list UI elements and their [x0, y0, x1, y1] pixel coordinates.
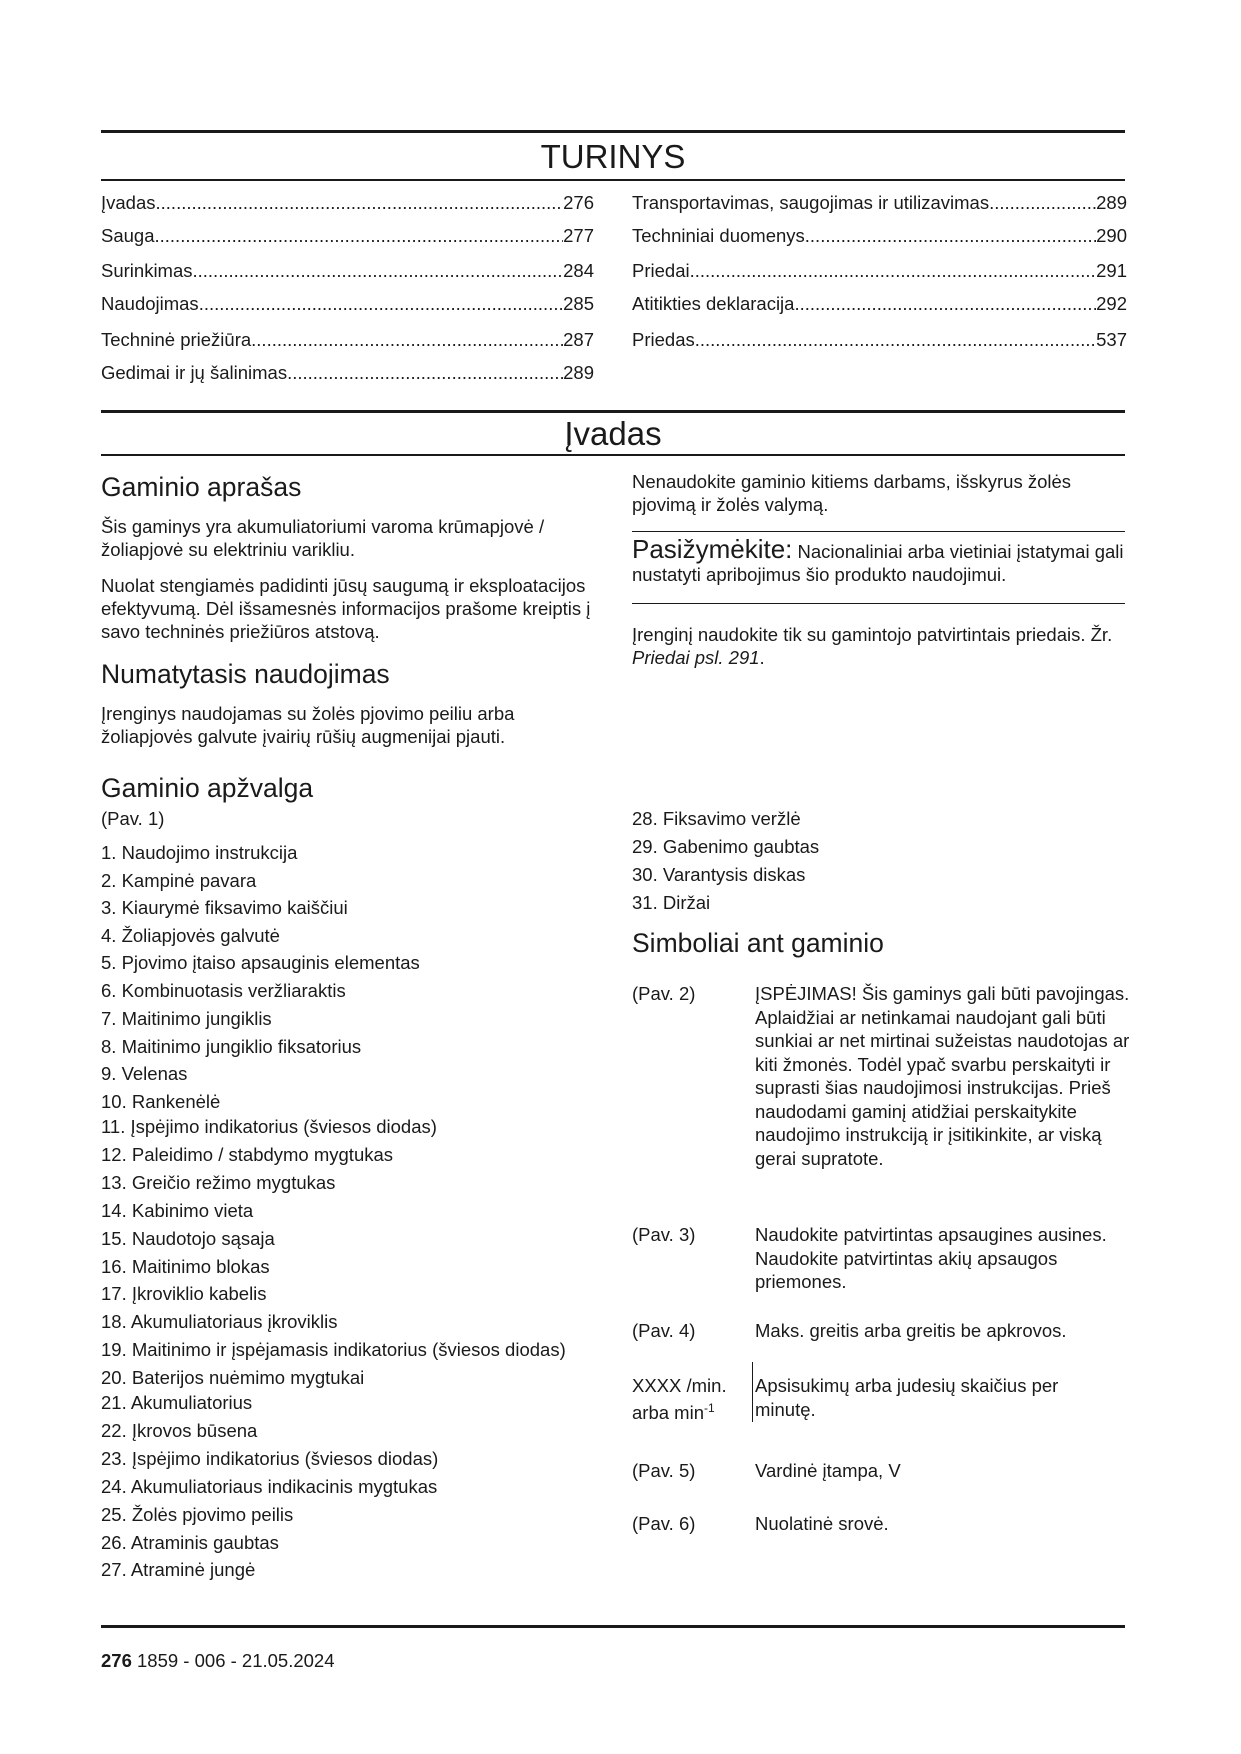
- symbol-figure-ref: (Pav. 2): [632, 983, 696, 1004]
- list-item: 21. Akumuliatorius: [101, 1392, 253, 1413]
- list-item: 30. Varantysis diskas: [632, 864, 806, 885]
- list-item: 25. Žolės pjovimo peilis: [101, 1504, 294, 1525]
- overview-figure-ref: (Pav. 1): [101, 808, 165, 829]
- symbols-heading: Simboliai ant gaminio: [632, 928, 884, 958]
- section-rule-bottom: [101, 454, 1125, 456]
- use-paragraph: Įrenginys naudojamas su žolės pjovimo peiliu arba žoliapjovės galvute įvairių rūšių augmenijai pjauti.: [101, 703, 515, 747]
- note-rule-top: [632, 531, 1125, 532]
- accessories-link[interactable]: Priedai psl. 291: [632, 647, 760, 668]
- note-text: Nacionaliniai arba vietiniai įstatymai gali nustatyti apribojimus šio produkto naudojimui.: [632, 541, 1124, 585]
- list-item: 14. Kabinimo vieta: [101, 1200, 254, 1221]
- list-item: 3. Kiaurymė fiksavimo kaiščiui: [101, 897, 348, 918]
- list-item: 9. Velenas: [101, 1063, 188, 1084]
- note-keyword: Pasižymėkite:: [632, 534, 793, 564]
- desc-paragraph-2: Nuolat stengiamės padidinti jūsų saugumą ir eksploatacijos efektyvumą. Dėl išsamesnės informacijos prašome kreiptis į savo techninės priežiūros atstovą.: [101, 575, 591, 642]
- overview-heading: Gaminio apžvalga: [101, 773, 314, 803]
- list-item: 28. Fiksavimo veržlė: [632, 808, 801, 829]
- top-rule: [101, 130, 1125, 133]
- doc-code: 1859 - 006 - 21.05.2024: [131, 1650, 335, 1671]
- list-item: 20. Baterijos nuėmimo mygtukai: [101, 1367, 365, 1388]
- symbol-rpm-label: XXXX /min. arba $\min^{-1}$: [632, 1375, 727, 1424]
- list-item: 31. Diržai: [632, 892, 711, 913]
- list-item: 2. Kampinė pavara: [101, 870, 257, 891]
- symbol-description: Nuolatinė srovė.: [755, 1513, 889, 1534]
- list-item: 16. Maitinimo blokas: [101, 1256, 270, 1277]
- toc-entry[interactable]: Atitikties deklaracija ..... 292: [632, 293, 1127, 315]
- change-bar: [752, 1362, 753, 1422]
- symbol-figure-ref: (Pav. 4): [632, 1320, 696, 1341]
- note-rule-bottom: [632, 603, 1125, 604]
- symbol-description: Apsisukimų arba judesių skaičius per minutę.: [755, 1375, 1059, 1420]
- list-item: 26. Atraminis gaubtas: [101, 1532, 279, 1553]
- toc-title-rule: [101, 179, 1125, 181]
- list-item: 22. Įkrovos būsena: [101, 1420, 258, 1441]
- list-item: 29. Gabenimo gaubtas: [632, 836, 820, 857]
- list-item: 27. Atraminė jungė: [101, 1559, 256, 1580]
- list-item: 8. Maitinimo jungiklio fiksatorius: [101, 1036, 362, 1057]
- list-item: 4. Žoliapjovės galvutė: [101, 925, 280, 946]
- list-item: 23. Įspėjimo indikatorius (šviesos diodas): [101, 1448, 439, 1469]
- note-box: [632, 534, 1125, 586]
- section-rule-top: [101, 410, 1125, 413]
- toc-entry[interactable]: Įvadas ..... 276: [101, 192, 594, 214]
- list-item: 15. Naudotojo sąsaja: [101, 1228, 275, 1249]
- toc-entry[interactable]: Techniniai duomenys ..... 290: [632, 225, 1127, 247]
- toc-entry[interactable]: Sauga ..... 277: [101, 225, 594, 247]
- toc-entry[interactable]: Priedai ..... 291: [632, 260, 1127, 282]
- list-item: 1. Naudojimo instrukcija: [101, 842, 298, 863]
- symbol-description: ĮSPĖJIMAS! Šis gaminys gali būti pavojingas. Aplaidžiai ar netinkamai naudojant gali būti sunkiai ar net mirtinai sužeistas naudotojas ar kiti žmonės. Todėl ypač svarbu perskaityti ir suprasti šias naudojimosi instrukcijas. Prieš naudodami gaminį atidžiai perskaitykite naudojimo instrukciją ir įsitikinkite, ar viską gerai supratote.: [755, 983, 1130, 1169]
- list-item: 19. Maitinimo ir įspėjamasis indikatorius (šviesos diodas): [101, 1339, 566, 1360]
- usage-restriction-text: Nenaudokite gaminio kitiems darbams, išskyrus žolės pjovimą ir žolės valymą.: [632, 471, 1072, 515]
- symbol-description: Vardinė įtampa, V: [755, 1460, 901, 1481]
- toc-entry[interactable]: Surinkimas ..... 284: [101, 260, 594, 282]
- symbol-figure-ref: (Pav. 5): [632, 1460, 696, 1481]
- list-item: 13. Greičio režimo mygtukas: [101, 1172, 336, 1193]
- list-item: 11. Įspėjimo indikatorius (šviesos diodas): [101, 1116, 437, 1137]
- page-footer: [101, 1650, 335, 1672]
- list-item: 5. Pjovimo įtaiso apsauginis elementas: [101, 952, 420, 973]
- toc-entry[interactable]: Priedas ..... 537: [632, 329, 1127, 351]
- toc-entry[interactable]: Naudojimas ..... 285: [101, 293, 594, 315]
- list-item: 17. Įkroviklio kabelis: [101, 1283, 267, 1304]
- use-heading: Numatytasis naudojimas: [101, 659, 390, 689]
- accessories-paragraph: Įrenginį naudokite tik su gamintojo patvirtintais priedais. Žr. Priedai psl. 291.: [632, 624, 1113, 668]
- list-item: 6. Kombinuotasis veržliaraktis: [101, 980, 346, 1001]
- toc-entry[interactable]: Techninė priežiūra ..... 287: [101, 329, 594, 351]
- symbol-figure-ref: (Pav. 6): [632, 1513, 696, 1534]
- symbol-description: Naudokite patvirtintas apsaugines ausines. Naudokite patvirtintas akių apsaugos priemones.: [755, 1224, 1107, 1292]
- list-item: 10. Rankenėlė: [101, 1091, 221, 1112]
- toc-entry[interactable]: Transportavimas, saugojimas ir utilizavimas ..... 289: [632, 192, 1127, 214]
- list-item: 12. Paleidimo / stabdymo mygtukas: [101, 1144, 394, 1165]
- symbol-figure-ref: (Pav. 3): [632, 1224, 696, 1245]
- list-item: 24. Akumuliatoriaus indikacinis mygtukas: [101, 1476, 438, 1497]
- desc-paragraph-1: Šis gaminys yra akumuliatoriumi varoma krūmapjovė / žoliapjovė su elektriniu varikliu.: [101, 516, 545, 560]
- toc-title: TURINYS: [540, 138, 686, 175]
- page-number: 276: [101, 1650, 132, 1671]
- section-title: Įvadas: [564, 415, 662, 452]
- symbol-description: Maks. greitis arba greitis be apkrovos.: [755, 1320, 1067, 1341]
- footer-rule: [101, 1625, 1125, 1628]
- list-item: 18. Akumuliatoriaus įkroviklis: [101, 1311, 338, 1332]
- toc-entry[interactable]: Gedimai ir jų šalinimas ..... 289: [101, 362, 594, 384]
- list-item: 7. Maitinimo jungiklis: [101, 1008, 272, 1029]
- desc-heading: Gaminio aprašas: [101, 472, 302, 502]
